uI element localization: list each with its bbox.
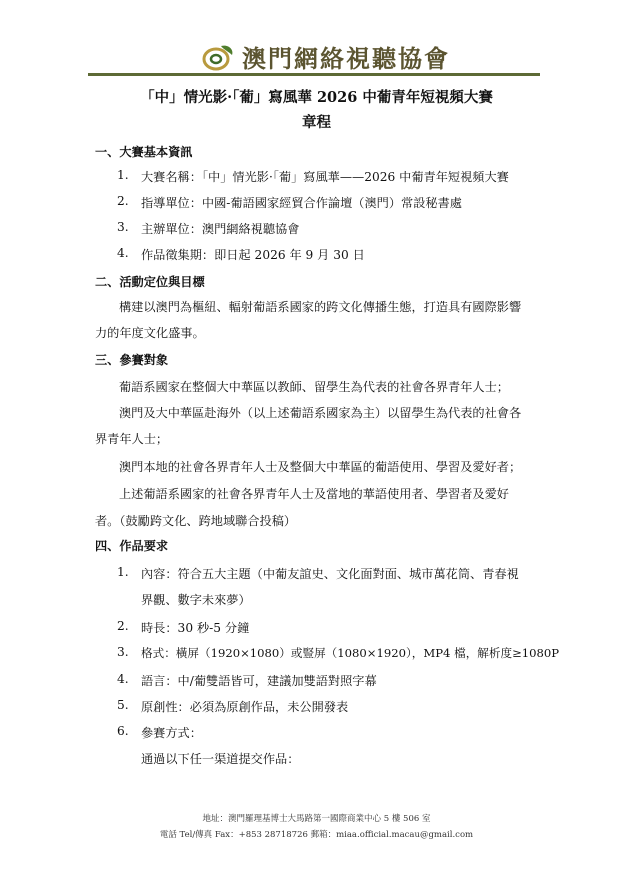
list-number: 4. <box>117 246 129 260</box>
list-item: 作品徵集期：即日起 2026 年 9 月 30 日 <box>141 248 365 262</box>
list-number: 2. <box>117 194 129 208</box>
letterhead <box>0 0 633 78</box>
list-item: 主辦單位：澳門網絡視聽協會 <box>141 222 300 236</box>
list-item: 內容：符合五大主題（中葡友誼史、文化面對面、城市萬花筒、青春視 <box>141 567 519 581</box>
document-subtitle: 章程 <box>302 114 331 131</box>
list-item: 格式：橫屏（1920×1080）或豎屏（1080×1920），MP4 檔，解析度≥1080P <box>141 646 560 660</box>
footer-contact: 電話 Tel/傳真 Fax：+853 28718726 郵箱：miaa.official.macau@gmail.com <box>159 830 474 840</box>
header-rule <box>88 73 540 76</box>
paragraph-line: 澳門本地的社會各界青年人士及整個大中華區的葡語使用、學習及愛好者； <box>119 460 522 474</box>
document-title: 「中」情光影·「葡」寫風華 2026 中葡青年短視頻大賽 <box>140 89 493 106</box>
paragraph-line: 葡語系國家在整個大中華區以教師、留學生為代表的社會各界青年人士； <box>119 380 509 394</box>
list-number: 2. <box>117 619 129 633</box>
paragraph-line: 構建以澳門為樞紐、輻射葡語系國家的跨文化傳播生態，打造具有國際影響 <box>119 300 522 314</box>
list-number: 4. <box>117 672 129 686</box>
section-heading-basic-info: 一、大賽基本資訊 <box>95 145 193 159</box>
list-number: 6. <box>117 724 129 738</box>
list-number: 5. <box>117 698 129 712</box>
list-number: 3. <box>117 645 129 659</box>
footer-address: 地址：澳門羅理基博士大馬路第一國際商業中心 5 樓 506 室 <box>202 814 431 824</box>
paragraph-line: 界青年人士； <box>95 432 169 446</box>
list-number: 1. <box>117 565 129 579</box>
list-item: 語言：中/葡雙語皆可，建議加雙語對照字幕 <box>141 674 377 688</box>
list-item: 大賽名稱：「中」情光影·「葡」寫風華——2026 中葡青年短視頻大賽 <box>141 170 509 184</box>
association-logo-icon <box>201 42 235 72</box>
org-name: 澳門網絡視聽協會 <box>242 44 450 73</box>
section-heading-eligibility: 三、參賽對象 <box>95 353 169 367</box>
section-heading-requirements: 四、作品要求 <box>95 539 169 553</box>
paragraph-line: 力的年度文化盛事。 <box>95 326 205 340</box>
list-number: 1. <box>117 168 129 182</box>
paragraph-line: 上述葡語系國家的社會各界青年人士及當地的華語使用者、學習者及愛好 <box>119 487 509 501</box>
list-item: 時長：30 秒-5 分鐘 <box>141 621 250 635</box>
paragraph-line: 者。（鼓勵跨文化、跨地域聯合投稿） <box>95 514 297 528</box>
list-number: 3. <box>117 220 129 234</box>
list-item: 原創性：必須為原創作品，未公開發表 <box>141 700 349 714</box>
list-item: 參賽方式： <box>141 726 202 740</box>
section-heading-goals: 二、活動定位與目標 <box>95 275 205 289</box>
list-item: 指導單位：中國-葡語國家經貿合作論壇（澳門）常設秘書處 <box>141 196 462 210</box>
list-item-continued: 界觀、數字未來夢） <box>141 593 251 607</box>
paragraph-line: 通過以下任一渠道提交作品： <box>141 752 300 766</box>
paragraph-line: 澳門及大中華區赴海外（以上述葡語系國家為主）以留學生為代表的社會各 <box>119 406 522 420</box>
